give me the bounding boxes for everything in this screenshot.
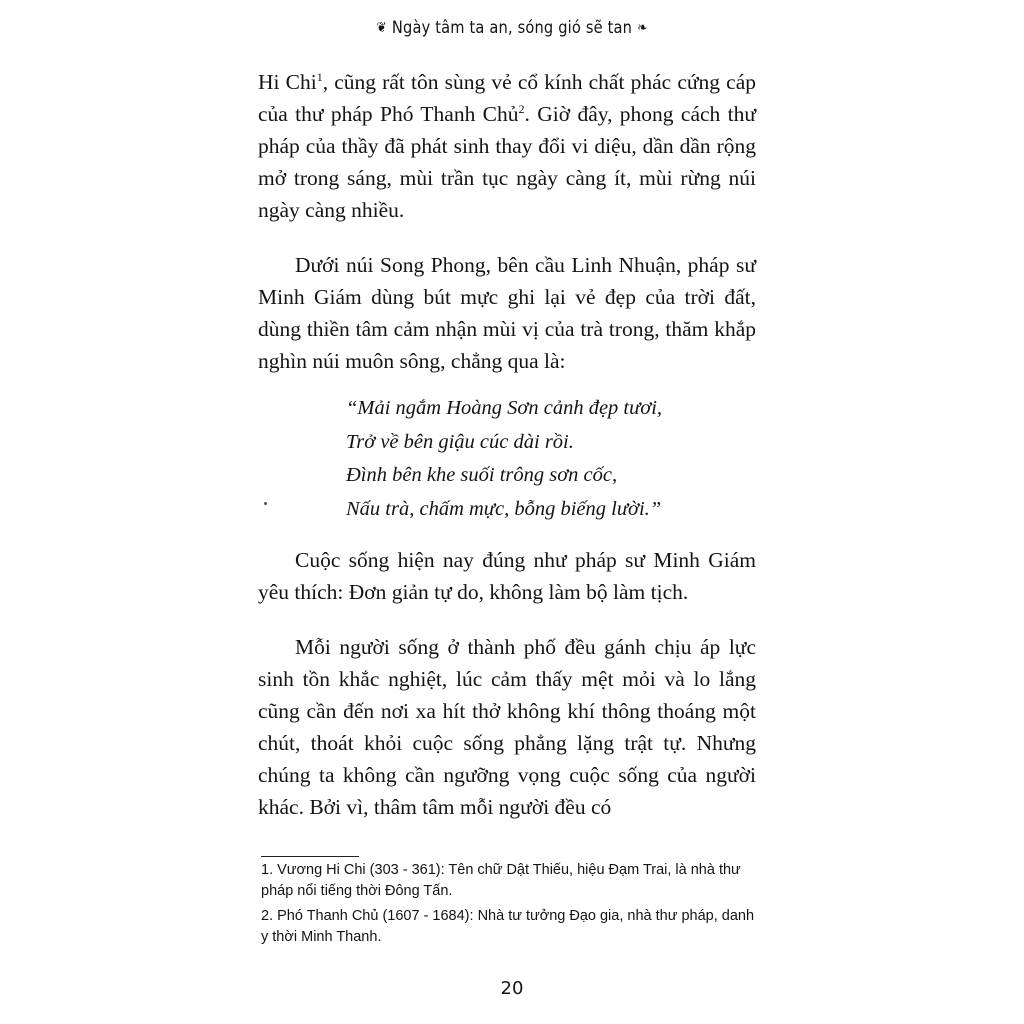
poem-line-2: Trở về bên giậu cúc dài rồi.	[346, 430, 574, 453]
paragraph-1-part-c: . Giờ đây, phong cách thư pháp của thầy đã phát sinh thay đổi vi diệu, dần dần rộng mở trong sáng, mùi trần tục ngày càng ít, mùi rừng núi ngày càng nhiều.	[258, 102, 756, 222]
footnote-ref-1: 1	[316, 70, 323, 84]
right-ornament-icon: ❧	[637, 20, 648, 36]
paragraph-1-part-b: , cũng rất tôn sùng vẻ cổ kính chất phác cứng cáp của thư pháp Phó Thanh Chủ	[258, 70, 756, 126]
poem-line-4: Nấu trà, chấm mực, bỗng biếng lười.”	[346, 497, 662, 520]
poem-line-1: “Mải ngắm Hoàng Sơn cảnh đẹp tươi,	[346, 397, 663, 419]
footnote-divider	[261, 856, 359, 857]
paragraph-4: Mỗi người sống ở thành phố đều gánh chịu áp lực sinh tồn khắc nghiệt, lúc cảm thấy mệt mỏi và lo lắng cũng cần đến nơi xa hít thở không khí thông thoáng một chút, thoát khỏi cuộc sống phẳng lặng trật tự. Nhưng chúng ta không cần ngưỡng vọng cuộc sống của người khác. Bởi vì, thâm tâm mỗi người đều có	[258, 635, 756, 819]
stray-mark	[264, 502, 267, 505]
poem	[346, 392, 756, 526]
footnote-ref-2: 2	[518, 102, 525, 116]
footnotes	[261, 860, 761, 952]
paragraph-2: Dưới núi Song Phong, bên cầu Linh Nhuận, pháp sư Minh Giám dùng bút mực ghi lại vẻ đẹp của trời đất, dùng thiền tâm cảm nhận mùi vị của trà trong, thăm khắp nghìn núi muôn sông, chẳng qua là:	[258, 253, 756, 373]
body-text	[258, 66, 756, 823]
footnote-1: 1. Vương Hi Chi (303 - 361): Tên chữ Dật Thiếu, hiệu Đạm Trai, là nhà thư pháp nổi tiếng thời Đông Tấn.	[261, 862, 741, 899]
paragraph-1	[258, 66, 756, 226]
poem-line-3: Đình bên khe suối trông sơn cốc,	[346, 464, 618, 486]
page-number: 20	[500, 978, 524, 999]
paragraph-1-part-a: Hi Chi	[258, 70, 317, 94]
running-title: Ngày tâm ta an, sóng gió sẽ tan	[391, 18, 633, 38]
left-ornament-icon: ❦	[376, 20, 387, 36]
footnote-2: 2. Phó Thanh Chủ (1607 - 1684): Nhà tư tưởng Đạo gia, nhà thư pháp, danh y thời Minh Thanh.	[261, 908, 755, 945]
paragraph-3: Cuộc sống hiện nay đúng như pháp sư Minh Giám yêu thích: Đơn giản tự do, không làm bộ làm tịch.	[258, 548, 756, 604]
running-header	[72, 18, 953, 38]
